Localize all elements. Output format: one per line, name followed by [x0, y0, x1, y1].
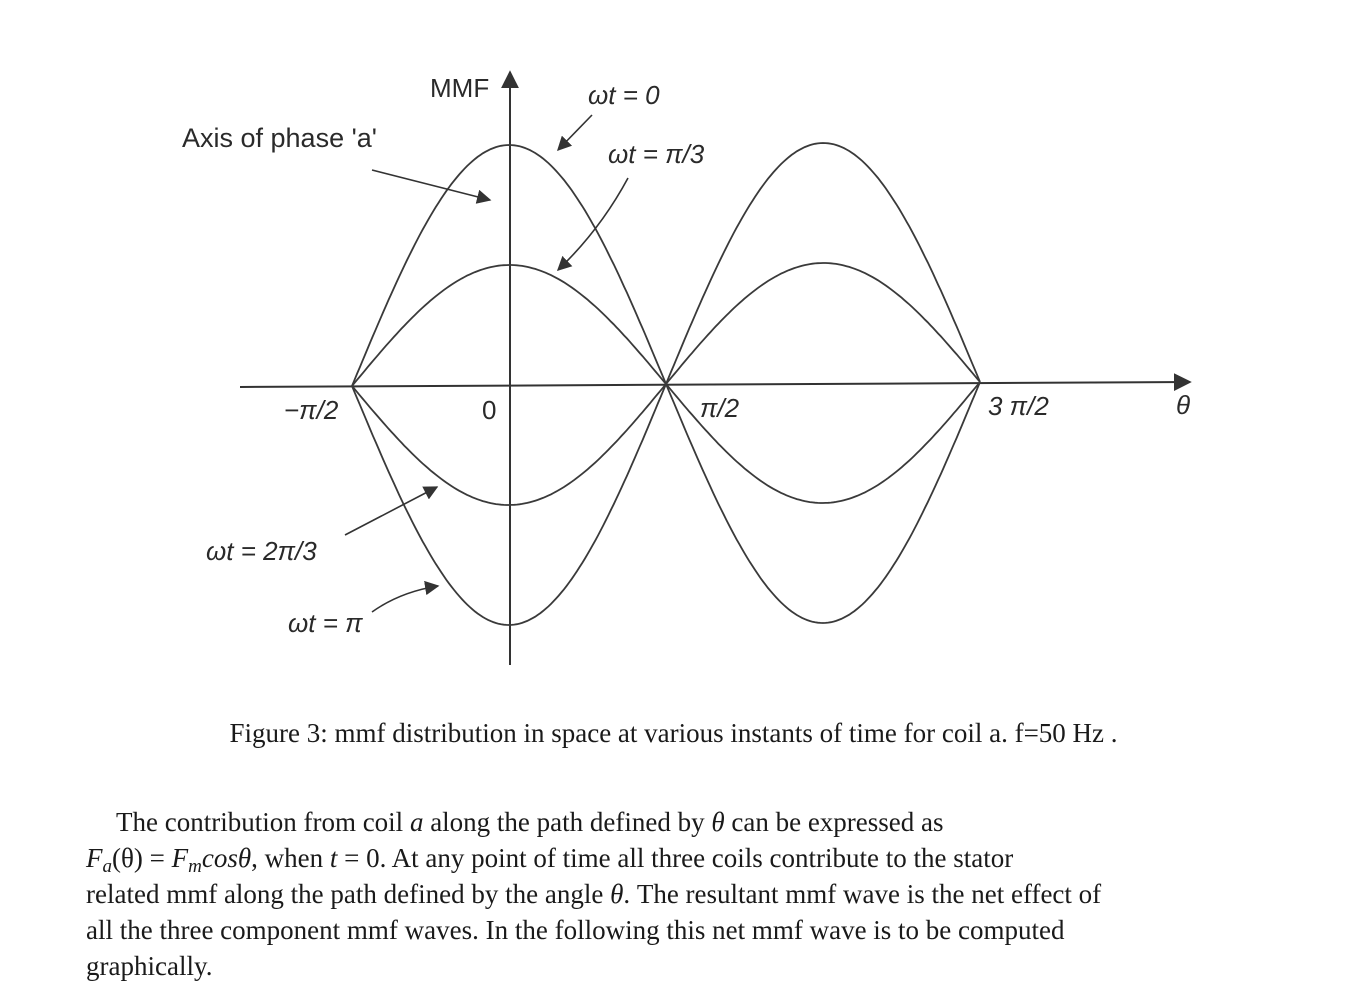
- math-var: F: [86, 843, 103, 873]
- para-line-3: [86, 876, 1301, 912]
- x-tick-3pi-2: 3 π/2: [988, 391, 1049, 421]
- curve-label-wt-2pi3: ωt = 2π/3: [206, 536, 317, 566]
- para-line-5: graphically.: [86, 951, 213, 981]
- math-var: cosθ: [201, 843, 252, 873]
- arrow-phase-axis: [372, 170, 490, 200]
- para-line-2: [86, 840, 1301, 876]
- math-var: F: [171, 843, 189, 873]
- curve-label-wt0: ωt = 0: [588, 80, 660, 110]
- text: along the path defined by: [423, 807, 712, 837]
- math-sub: a: [102, 856, 112, 877]
- x-tick-pi-2: π/2: [700, 393, 740, 423]
- x-axis-label: θ: [1176, 390, 1191, 420]
- arrow-wt0: [558, 115, 592, 150]
- curve-label-wt-pi: ωt = π: [288, 608, 363, 638]
- math-text: (θ) =: [112, 843, 172, 873]
- math-var: θ: [610, 879, 624, 909]
- math-sub: m: [188, 856, 202, 877]
- figure-caption: Figure 3: mmf distribution in space at various instants of time for coil a. f=50 Hz .: [229, 718, 1118, 748]
- arrow-wt-2pi3: [345, 487, 437, 535]
- curve-label-wt-pi3: ωt = π/3: [608, 139, 705, 169]
- arrow-wt-pi: [372, 586, 438, 612]
- text: related mmf along the path defined by the angle: [86, 879, 611, 909]
- text: . The resultant mmf wave is the net effect of: [623, 879, 1102, 909]
- x-axis: [240, 382, 1190, 387]
- x-tick-zero: 0: [482, 395, 497, 425]
- para-line-1: [86, 804, 1301, 840]
- math-var: a: [409, 807, 424, 837]
- body-paragraph: [86, 804, 1301, 984]
- para-line-4: all the three component mmf waves. In the following this net mmf wave is to be computed: [86, 915, 1065, 945]
- math-var: θ: [711, 807, 725, 837]
- math-var: t: [329, 843, 338, 873]
- phase-axis-label: Axis of phase 'a': [182, 123, 377, 153]
- text: , when: [251, 843, 330, 873]
- y-axis-label: MMF: [430, 73, 490, 103]
- text: = 0. At any point of time all three coils contribute to the stator: [337, 843, 1014, 873]
- text: The contribution from coil: [116, 807, 410, 837]
- text: can be expressed as: [724, 807, 944, 837]
- x-tick-neg-pi-2: −π/2: [284, 395, 339, 425]
